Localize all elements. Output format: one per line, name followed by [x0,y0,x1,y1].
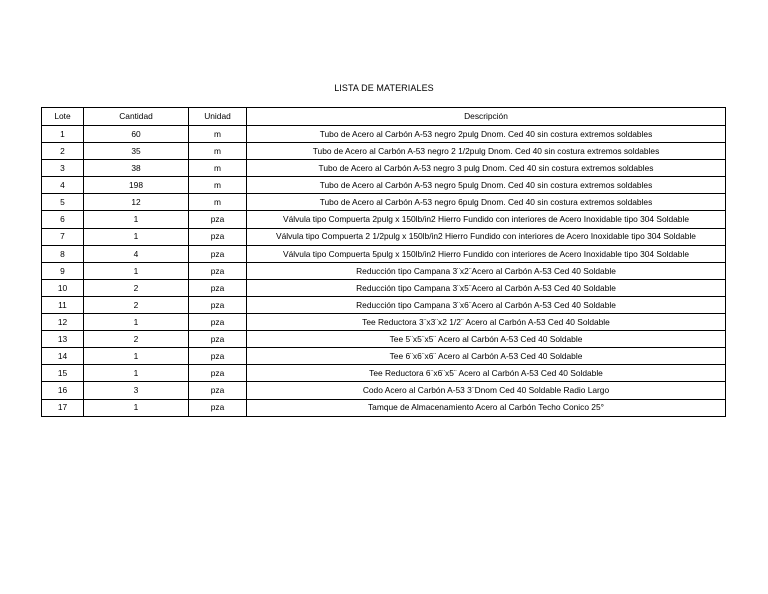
cell-descripcion: Válvula tipo Compuerta 5pulg x 150lb/in2 Hierro Fundido con interiores de Acero Inoxidable tipo 304 Soldable [247,245,726,262]
cell-descripcion: Tee 5¨x5¨x5¨ Acero al Carbón A-53 Ced 40 Soldable [247,331,726,348]
table-row [42,279,726,296]
cell-descripcion: Tubo de Acero al Carbón A-53 negro 2 1/2pulg Dnom. Ced 40 sin costura extremos soldables [247,143,726,160]
cell-descripcion: Reducción tipo Campana 3¨x5¨Acero al Carbón A-53 Ced 40 Soldable [247,279,726,296]
cell-descripcion: Tee Reductora 3¨x3¨x2 1/2¨ Acero al Carbón A-53 Ced 40 Soldable [247,314,726,331]
cell-descripcion: Válvula tipo Compuerta 2pulg x 150lb/in2 Hierro Fundido con interiores de Acero Inoxidable tipo 304 Soldable [247,211,726,228]
table-row [42,143,726,160]
cell-unidad: pza [189,348,247,365]
cell-lote: 11 [42,296,84,313]
cell-unidad: pza [189,245,247,262]
cell-lote: 16 [42,382,84,399]
cell-cantidad: 3 [84,382,189,399]
cell-lote: 14 [42,348,84,365]
cell-descripcion: Tee 6¨x6¨x6¨ Acero al Carbón A-53 Ced 40 Soldable [247,348,726,365]
cell-unidad: m [189,177,247,194]
cell-unidad: pza [189,279,247,296]
cell-unidad: pza [189,365,247,382]
cell-unidad: pza [189,399,247,416]
cell-unidad: pza [189,331,247,348]
table-row [42,194,726,211]
cell-unidad: pza [189,314,247,331]
header-descripcion: Descripción [247,108,726,126]
table-row [42,126,726,143]
cell-cantidad: 2 [84,279,189,296]
table-row [42,348,726,365]
cell-lote: 6 [42,211,84,228]
cell-lote: 9 [42,262,84,279]
cell-lote: 13 [42,331,84,348]
cell-lote: 3 [42,160,84,177]
cell-lote: 4 [42,177,84,194]
cell-cantidad: 1 [84,228,189,245]
header-unidad: Unidad [189,108,247,126]
header-cantidad: Cantidad [84,108,189,126]
cell-unidad: pza [189,262,247,279]
cell-cantidad: 198 [84,177,189,194]
cell-unidad: pza [189,296,247,313]
table-row [42,245,726,262]
cell-cantidad: 60 [84,126,189,143]
cell-cantidad: 2 [84,331,189,348]
cell-lote: 5 [42,194,84,211]
table-row [42,211,726,228]
table-row [42,382,726,399]
cell-descripcion: Tubo de Acero al Carbón A-53 negro 5pulg Dnom. Ced 40 sin costura extremos soldables [247,177,726,194]
cell-descripcion: Válvula tipo Compuerta 2 1/2pulg x 150lb/in2 Hierro Fundido con interiores de Acero Inoxidable tipo 304 Soldable [247,228,726,245]
cell-descripcion: Tubo de Acero al Carbón A-53 negro 2pulg Dnom. Ced 40 sin costura extremos soldables [247,126,726,143]
header-lote: Lote [42,108,84,126]
cell-cantidad: 38 [84,160,189,177]
table-row [42,331,726,348]
cell-cantidad: 1 [84,211,189,228]
cell-unidad: pza [189,228,247,245]
table-row [42,262,726,279]
cell-unidad: pza [189,211,247,228]
cell-cantidad: 1 [84,314,189,331]
cell-descripcion: Tubo de Acero al Carbón A-53 negro 6pulg Dnom. Ced 40 sin costura extremos soldables [247,194,726,211]
cell-cantidad: 12 [84,194,189,211]
cell-descripcion: Tubo de Acero al Carbón A-53 negro 3 pulg Dnom. Ced 40 sin costura extremos soldables [247,160,726,177]
table-header-row [42,108,726,126]
cell-cantidad: 1 [84,348,189,365]
cell-descripcion: Tamque de Almacenamiento Acero al Carbón Techo Conico 25° [247,399,726,416]
cell-lote: 15 [42,365,84,382]
cell-cantidad: 1 [84,262,189,279]
table-row [42,228,726,245]
table-row [42,160,726,177]
table-row [42,296,726,313]
page-title: LISTA DE MATERIALES [334,83,434,93]
cell-descripcion: Reducción tipo Campana 3¨x2¨Acero al Carbón A-53 Ced 40 Soldable [247,262,726,279]
cell-cantidad: 2 [84,296,189,313]
table-row [42,177,726,194]
cell-cantidad: 1 [84,399,189,416]
cell-cantidad: 4 [84,245,189,262]
cell-lote: 8 [42,245,84,262]
cell-lote: 12 [42,314,84,331]
materials-table [41,107,726,417]
cell-unidad: m [189,126,247,143]
cell-descripcion: Codo Acero al Carbón A-53 3¨Dnom Ced 40 Soldable Radio Largo [247,382,726,399]
cell-unidad: pza [189,382,247,399]
cell-lote: 1 [42,126,84,143]
cell-cantidad: 35 [84,143,189,160]
table-row [42,399,726,416]
cell-lote: 10 [42,279,84,296]
cell-lote: 7 [42,228,84,245]
table-row [42,314,726,331]
cell-lote: 17 [42,399,84,416]
cell-unidad: m [189,194,247,211]
table-row [42,365,726,382]
cell-unidad: m [189,143,247,160]
cell-unidad: m [189,160,247,177]
cell-descripcion: Reducción tipo Campana 3¨x6¨Acero al Carbón A-53 Ced 40 Soldable [247,296,726,313]
cell-descripcion: Tee Reductora 6¨x6¨x5¨ Acero al Carbón A-53 Ced 40 Soldable [247,365,726,382]
cell-cantidad: 1 [84,365,189,382]
cell-lote: 2 [42,143,84,160]
